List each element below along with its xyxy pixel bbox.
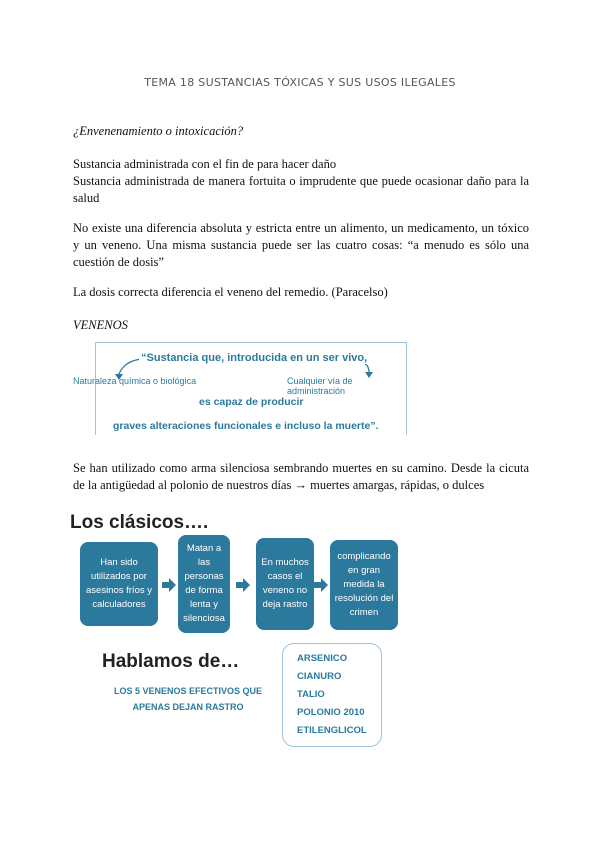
venenos-subtitle: LOS 5 VENENOS EFECTIVOS QUE APENAS DEJAN RASTRO <box>113 686 263 712</box>
paragraph-line-1: Sustancia administrada con el fin de para hacer daño <box>73 157 337 171</box>
clasicos-heading: Los clásicos…. <box>70 512 209 533</box>
list-item: CIANURO <box>297 671 342 682</box>
arrow-right-icon <box>236 578 250 592</box>
paragraph-line-2: Sustancia administrada de manera fortuita o imprudente que puede ocasionar daño para la salud <box>73 174 529 205</box>
definition-line-2: es capaz de producir <box>199 396 304 408</box>
hablamos-heading: Hablamos de… <box>102 651 240 672</box>
venenos-heading: VENENOS <box>73 318 128 332</box>
list-item: POLONIO 2010 <box>297 707 365 718</box>
right-annotation: Cualquier vía de administración <box>287 376 353 396</box>
card-matan: Matan a las personas de forma lenta y silenciosa <box>178 535 230 633</box>
card-asesinos: Han sido utilizados por asesinos fríos y calculadores <box>80 542 158 626</box>
paragraph-2: No existe una diferencia absoluta y estricta entre un alimento, un medicamento, un tóxico y un veneno. Una misma sustancia puede ser las cuatro cosas: “a menudo es sólo una cuestión de dosis” <box>73 221 529 269</box>
list-item: ETILENGLICOL <box>297 725 367 736</box>
paragraph-4: Se han utilizado como arma silenciosa sembrando muertes en su camino. Desde la cicuta de la antigüedad al polonio de nuestros días → muertes amargas, rápidas, o dulces <box>73 461 529 492</box>
list-item: ARSENICO <box>297 653 348 664</box>
list-item: TALIO <box>297 689 325 700</box>
left-annotation: Naturaleza química o biológica <box>73 376 197 386</box>
arrow-right-icon <box>162 578 176 592</box>
poison-list <box>282 643 382 747</box>
paragraph-3: La dosis correcta diferencia el veneno del remedio. (Paracelso) <box>73 285 388 299</box>
page-title: TEMA 18 SUSTANCIAS TÓXICAS Y SUS USOS ILEGALES <box>144 76 456 89</box>
question-heading: ¿Envenenamiento o intoxicación? <box>73 124 244 138</box>
definition-paragraph-1 <box>73 156 529 207</box>
card-crimen: complicando en gran medida la resolución del crimen <box>330 540 398 630</box>
definition-line-3: graves alteraciones funcionales e incluso la muerte”. <box>113 420 379 432</box>
arrow-right-icon <box>314 578 328 592</box>
definition-line-1: “Sustancia que, introducida en un ser vivo, <box>141 352 368 364</box>
card-no-rastro: En muchos casos el veneno no deja rastro <box>256 538 314 630</box>
definition-box <box>73 342 413 438</box>
